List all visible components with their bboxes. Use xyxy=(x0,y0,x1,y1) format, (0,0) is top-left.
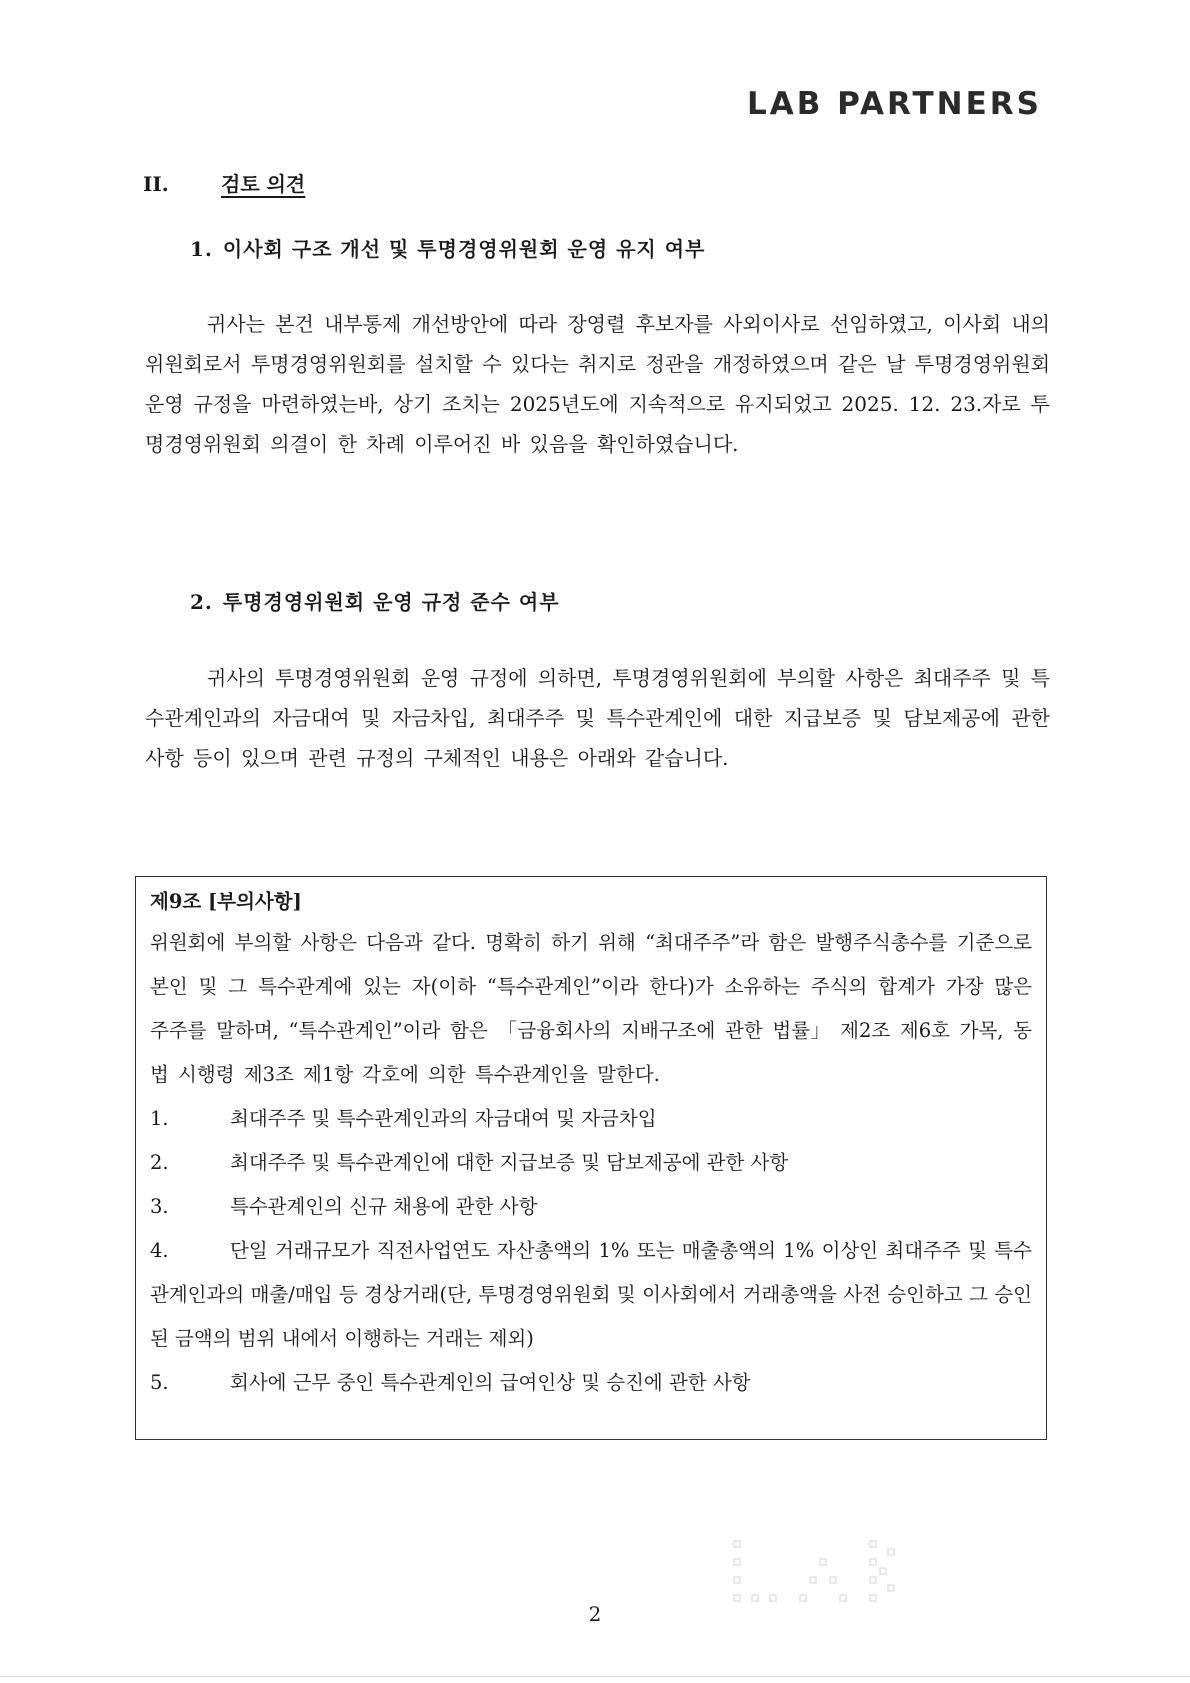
regulation-item-number: 5. xyxy=(150,1371,169,1394)
regulation-item-text: 최대주주 및 특수관계인에 대한 지급보증 및 담보제공에 관한 사항 xyxy=(230,1151,789,1174)
regulation-item xyxy=(150,1185,1032,1229)
subsection-1-title: 이사회 구조 개선 및 투명경영위원회 운영 유지 여부 xyxy=(222,237,706,261)
subsection-1-heading xyxy=(190,233,705,262)
regulation-title: 제9조 [부의사항] xyxy=(150,890,302,913)
subsection-1-number: 1. xyxy=(190,237,213,261)
page-number: 2 xyxy=(588,1602,602,1626)
regulation-item-number: 3. xyxy=(150,1195,169,1218)
subsection-2-text: 귀사의 투명경영위원회 운영 규정에 의하면, 투명경영위원회에 부의할 사항은 최대주주 및 특수관계인과의 자금대여 및 자금차입, 최대주주 및 특수관계인에 대한 지급보증 및 담보제공에 관한 사항 등이 있으며 관련 규정의 구체적인 내용은 아래와 같습니다. xyxy=(145,666,1050,770)
regulation-item-text: 최대주주 및 특수관계인과의 자금대여 및 자금차입 xyxy=(230,1107,657,1130)
regulation-item-number: 1. xyxy=(150,1107,169,1130)
regulation-item-number: 4. xyxy=(150,1239,169,1262)
regulation-item xyxy=(150,1229,1032,1361)
section-number: II. xyxy=(143,172,169,196)
section-title: 검토 의견 xyxy=(221,172,306,196)
subsection-1-paragraph xyxy=(145,304,1050,464)
subsection-2-paragraph xyxy=(145,658,1050,778)
page-edge-divider xyxy=(0,1676,1190,1677)
subsection-2-heading xyxy=(190,586,560,615)
regulation-item-text: 단일 거래규모가 직전사업연도 자산총액의 1% 또는 매출총액의 1% 이상인 최대주주 및 특수관계인과의 매출/매입 등 경상거래(단, 투명경영위원회 및 이사회에서 거래총액을 사전 승인하고 그 승인된 금액의 범위 내에서 이행하는 거래는 제외) xyxy=(150,1239,1032,1350)
regulation-box xyxy=(135,876,1047,1440)
brand-logo: LAB PARTNERS xyxy=(747,86,1042,122)
section-heading xyxy=(143,168,305,197)
regulation-item-text: 회사에 근무 중인 특수관계인의 급여인상 및 승진에 관한 사항 xyxy=(230,1371,751,1394)
subsection-2-number: 2. xyxy=(190,590,213,614)
regulation-item xyxy=(150,1097,1032,1141)
regulation-intro: 위원회에 부의할 사항은 다음과 같다. 명확히 하기 위해 “최대주주”라 함은 발행주식총수를 기준으로 본인 및 그 특수관계에 있는 자(이하 “특수관계인”이라 한다)가 소유하는 주식의 합계가 가장 많은 주주를 말하며, “특수관계인”이라 함은 「금융회사의 지배구조에 관한 법률」 제2조 제6호 가목, 동법 시행령 제3조 제1항 각호에 의한 특수관계인을 말한다. xyxy=(150,931,1032,1086)
regulation-item xyxy=(150,1141,1032,1185)
regulation-item-number: 2. xyxy=(150,1151,169,1174)
subsection-1-text: 귀사는 본건 내부통제 개선방안에 따라 장영렬 후보자를 사외이사로 선임하였고, 이사회 내의 위원회로서 투명경영위원회를 설치할 수 있다는 취지로 정관을 개정하였으며 같은 날 투명경영위원회 운영 규정을 마련하였는바, 상기 조치는 2025년도에 지속적으로 유지되었고 2025. 12. 23.자로 투명경영위원회 의결이 한 차례 이루어진 바 있음을 확인하였습니다. xyxy=(145,312,1051,456)
regulation-item-text: 특수관계인의 신규 채용에 관한 사항 xyxy=(230,1195,538,1218)
subsection-2-title: 투명경영위원회 운영 규정 준수 여부 xyxy=(222,590,560,614)
regulation-item xyxy=(150,1361,1032,1405)
